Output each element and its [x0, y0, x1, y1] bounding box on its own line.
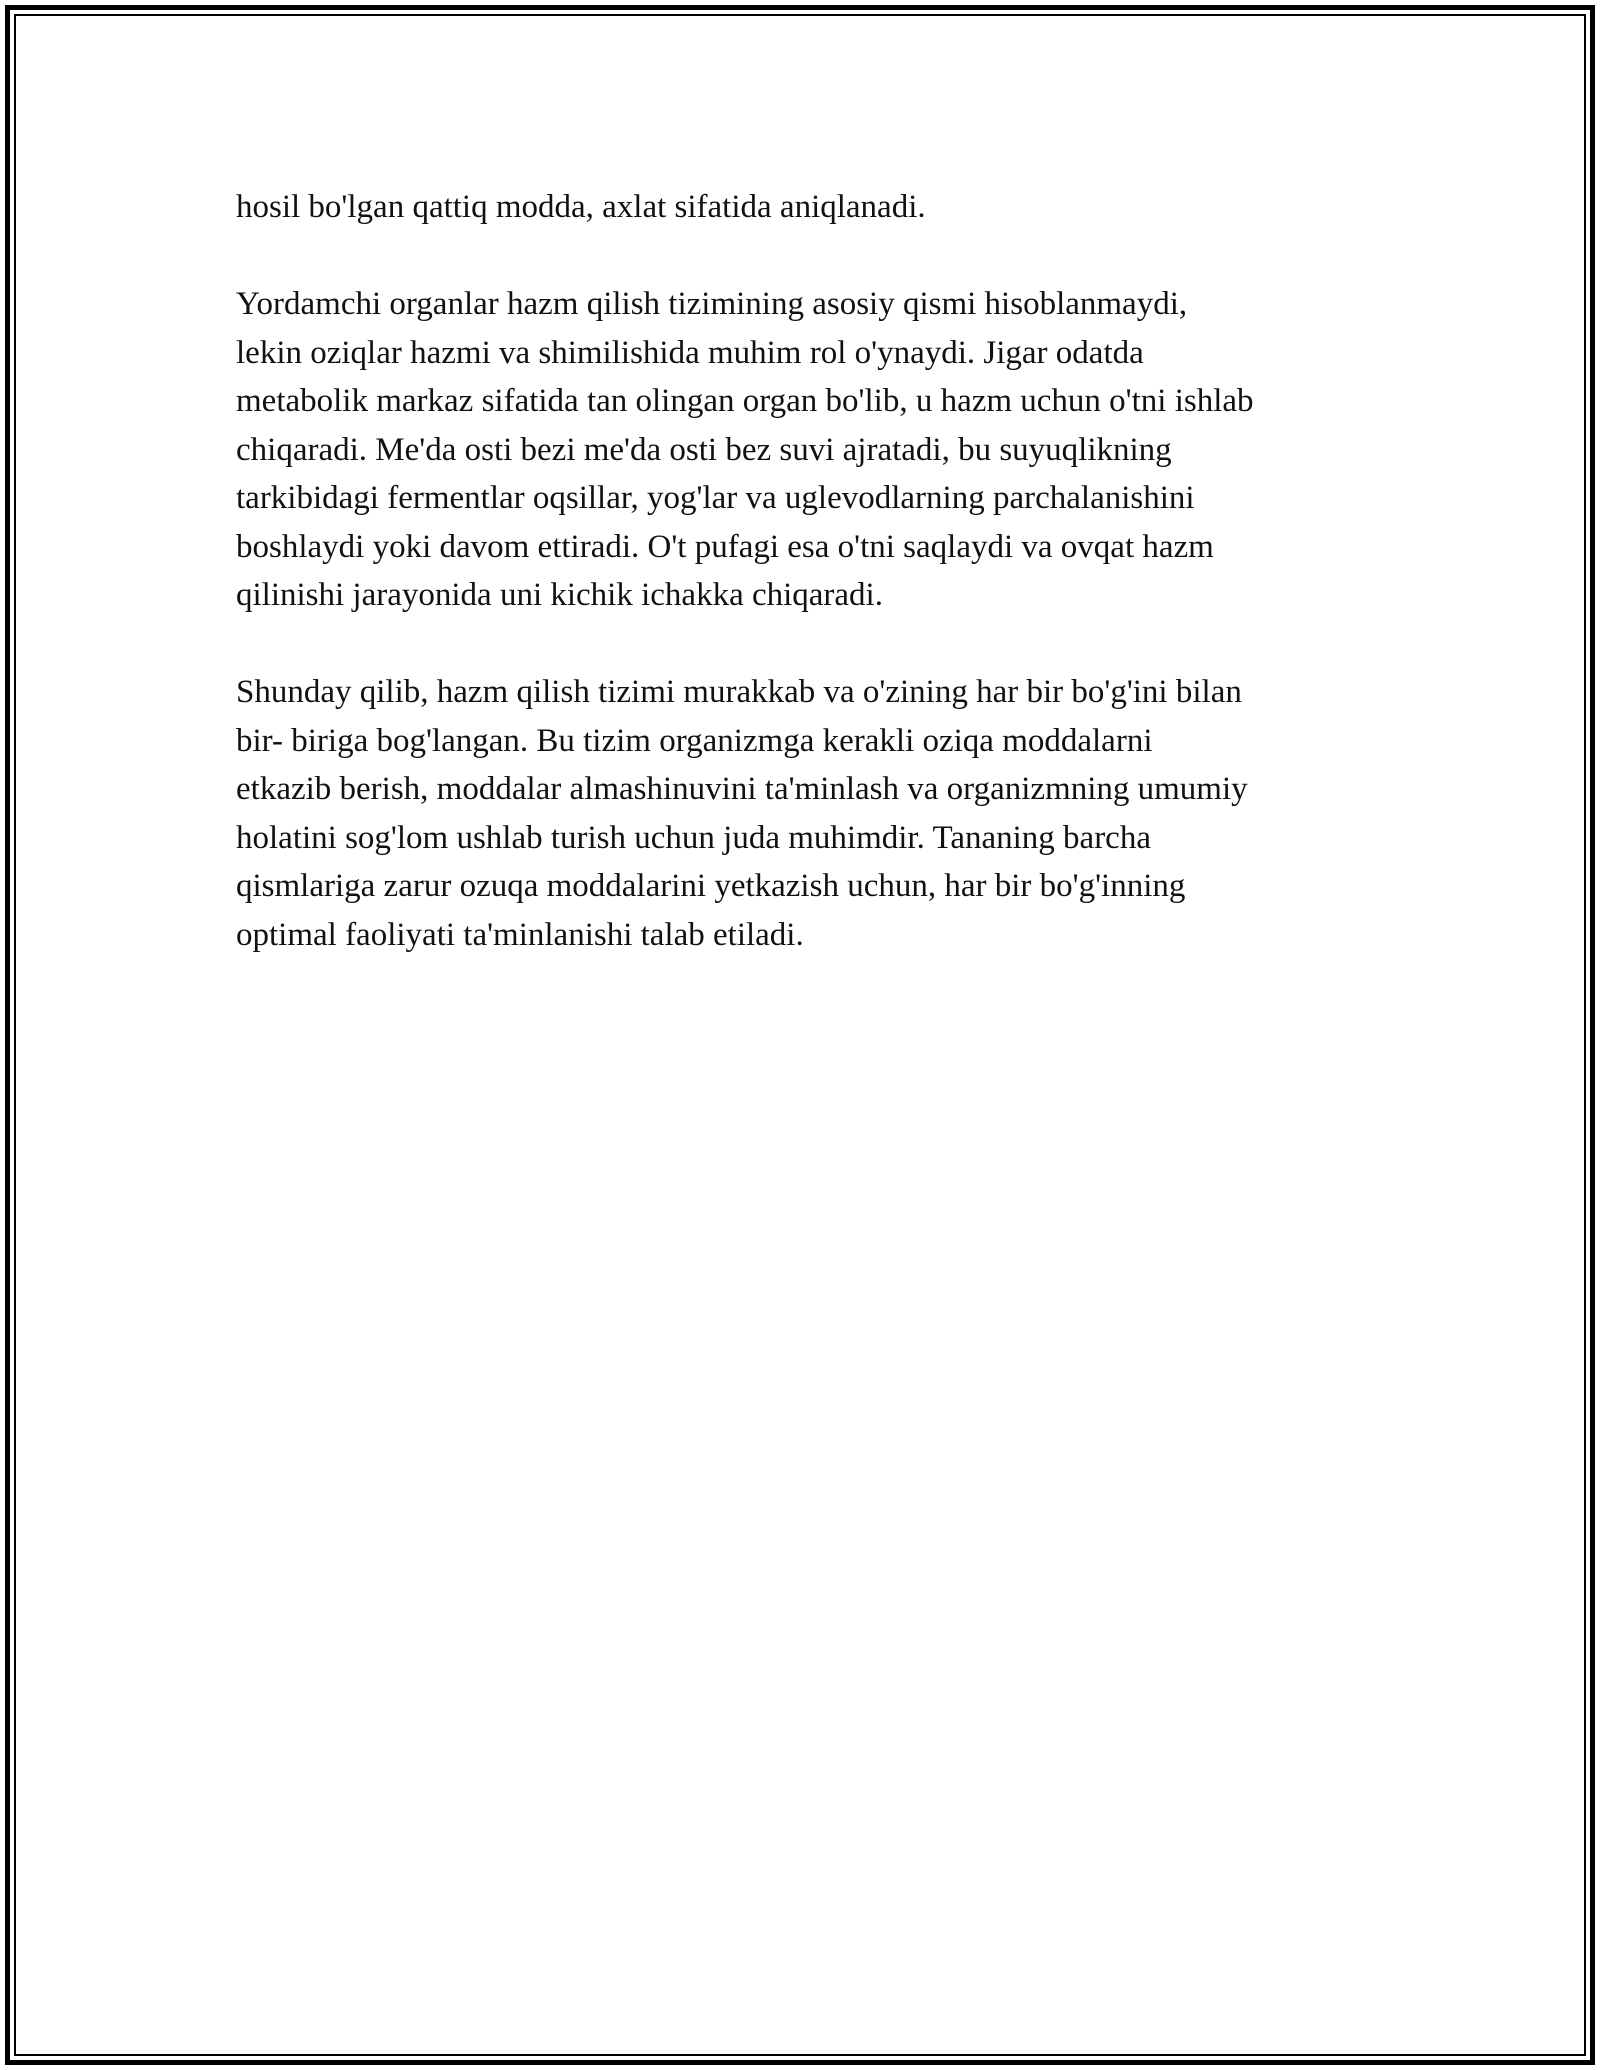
paragraph-2 [236, 280, 1396, 620]
text-line: holatini sog'lom ushlab turish uchun juda muhimdir. Tananing barcha [236, 819, 1151, 856]
text-line: etkazib berish, moddalar almashinuvini ta'minlash va organizmning umumiy [236, 771, 1248, 807]
document-body [236, 183, 1396, 1008]
text-line: Yordamchi organlar hazm qilish tizimining asosiy qismi hisoblanmaydi, [236, 286, 1188, 322]
text-line: hosil bo'lgan qattiq modda, axlat sifatida aniqlanadi. [236, 189, 926, 225]
text-line: bir- biriga bog'langan. Bu tizim organizmga kerakli oziqa moddalarni [236, 722, 1153, 759]
text-line: Shunday qilib, hazm qilish tizimi murakkab va o'zining har bir bo'g'ini bilan [236, 674, 1242, 710]
text-line: metabolik markaz sifatida tan olingan organ bo'lib, u hazm uchun o'tni ishlab [236, 383, 1254, 419]
text-line: optimal faoliyati ta'minlanishi talab etiladi. [236, 916, 804, 953]
text-line: boshlaydi yoki davom ettiradi. O't pufagi esa o'tni saqlaydi va ovqat hazm [236, 528, 1214, 565]
text-line: chiqaradi. Me'da osti bezi me'da osti bez suvi ajratadi, bu suyuqlikning [236, 431, 1172, 468]
text-line: qismlariga zarur ozuqa moddalarini yetkazish uchun, har bir bo'g'inning [236, 868, 1186, 904]
paragraph-1 [236, 183, 1396, 232]
text-line: lekin oziqlar hazmi va shimilishida muhim rol o'ynaydi. Jigar odatda [236, 334, 1144, 371]
text-line: qilinishi jarayonida uni kichik ichakka chiqaradi. [236, 577, 883, 613]
text-line: tarkibidagi fermentlar oqsillar, yog'lar va uglevodlarning parchalanishini [236, 480, 1195, 516]
paragraph-3 [236, 668, 1396, 959]
